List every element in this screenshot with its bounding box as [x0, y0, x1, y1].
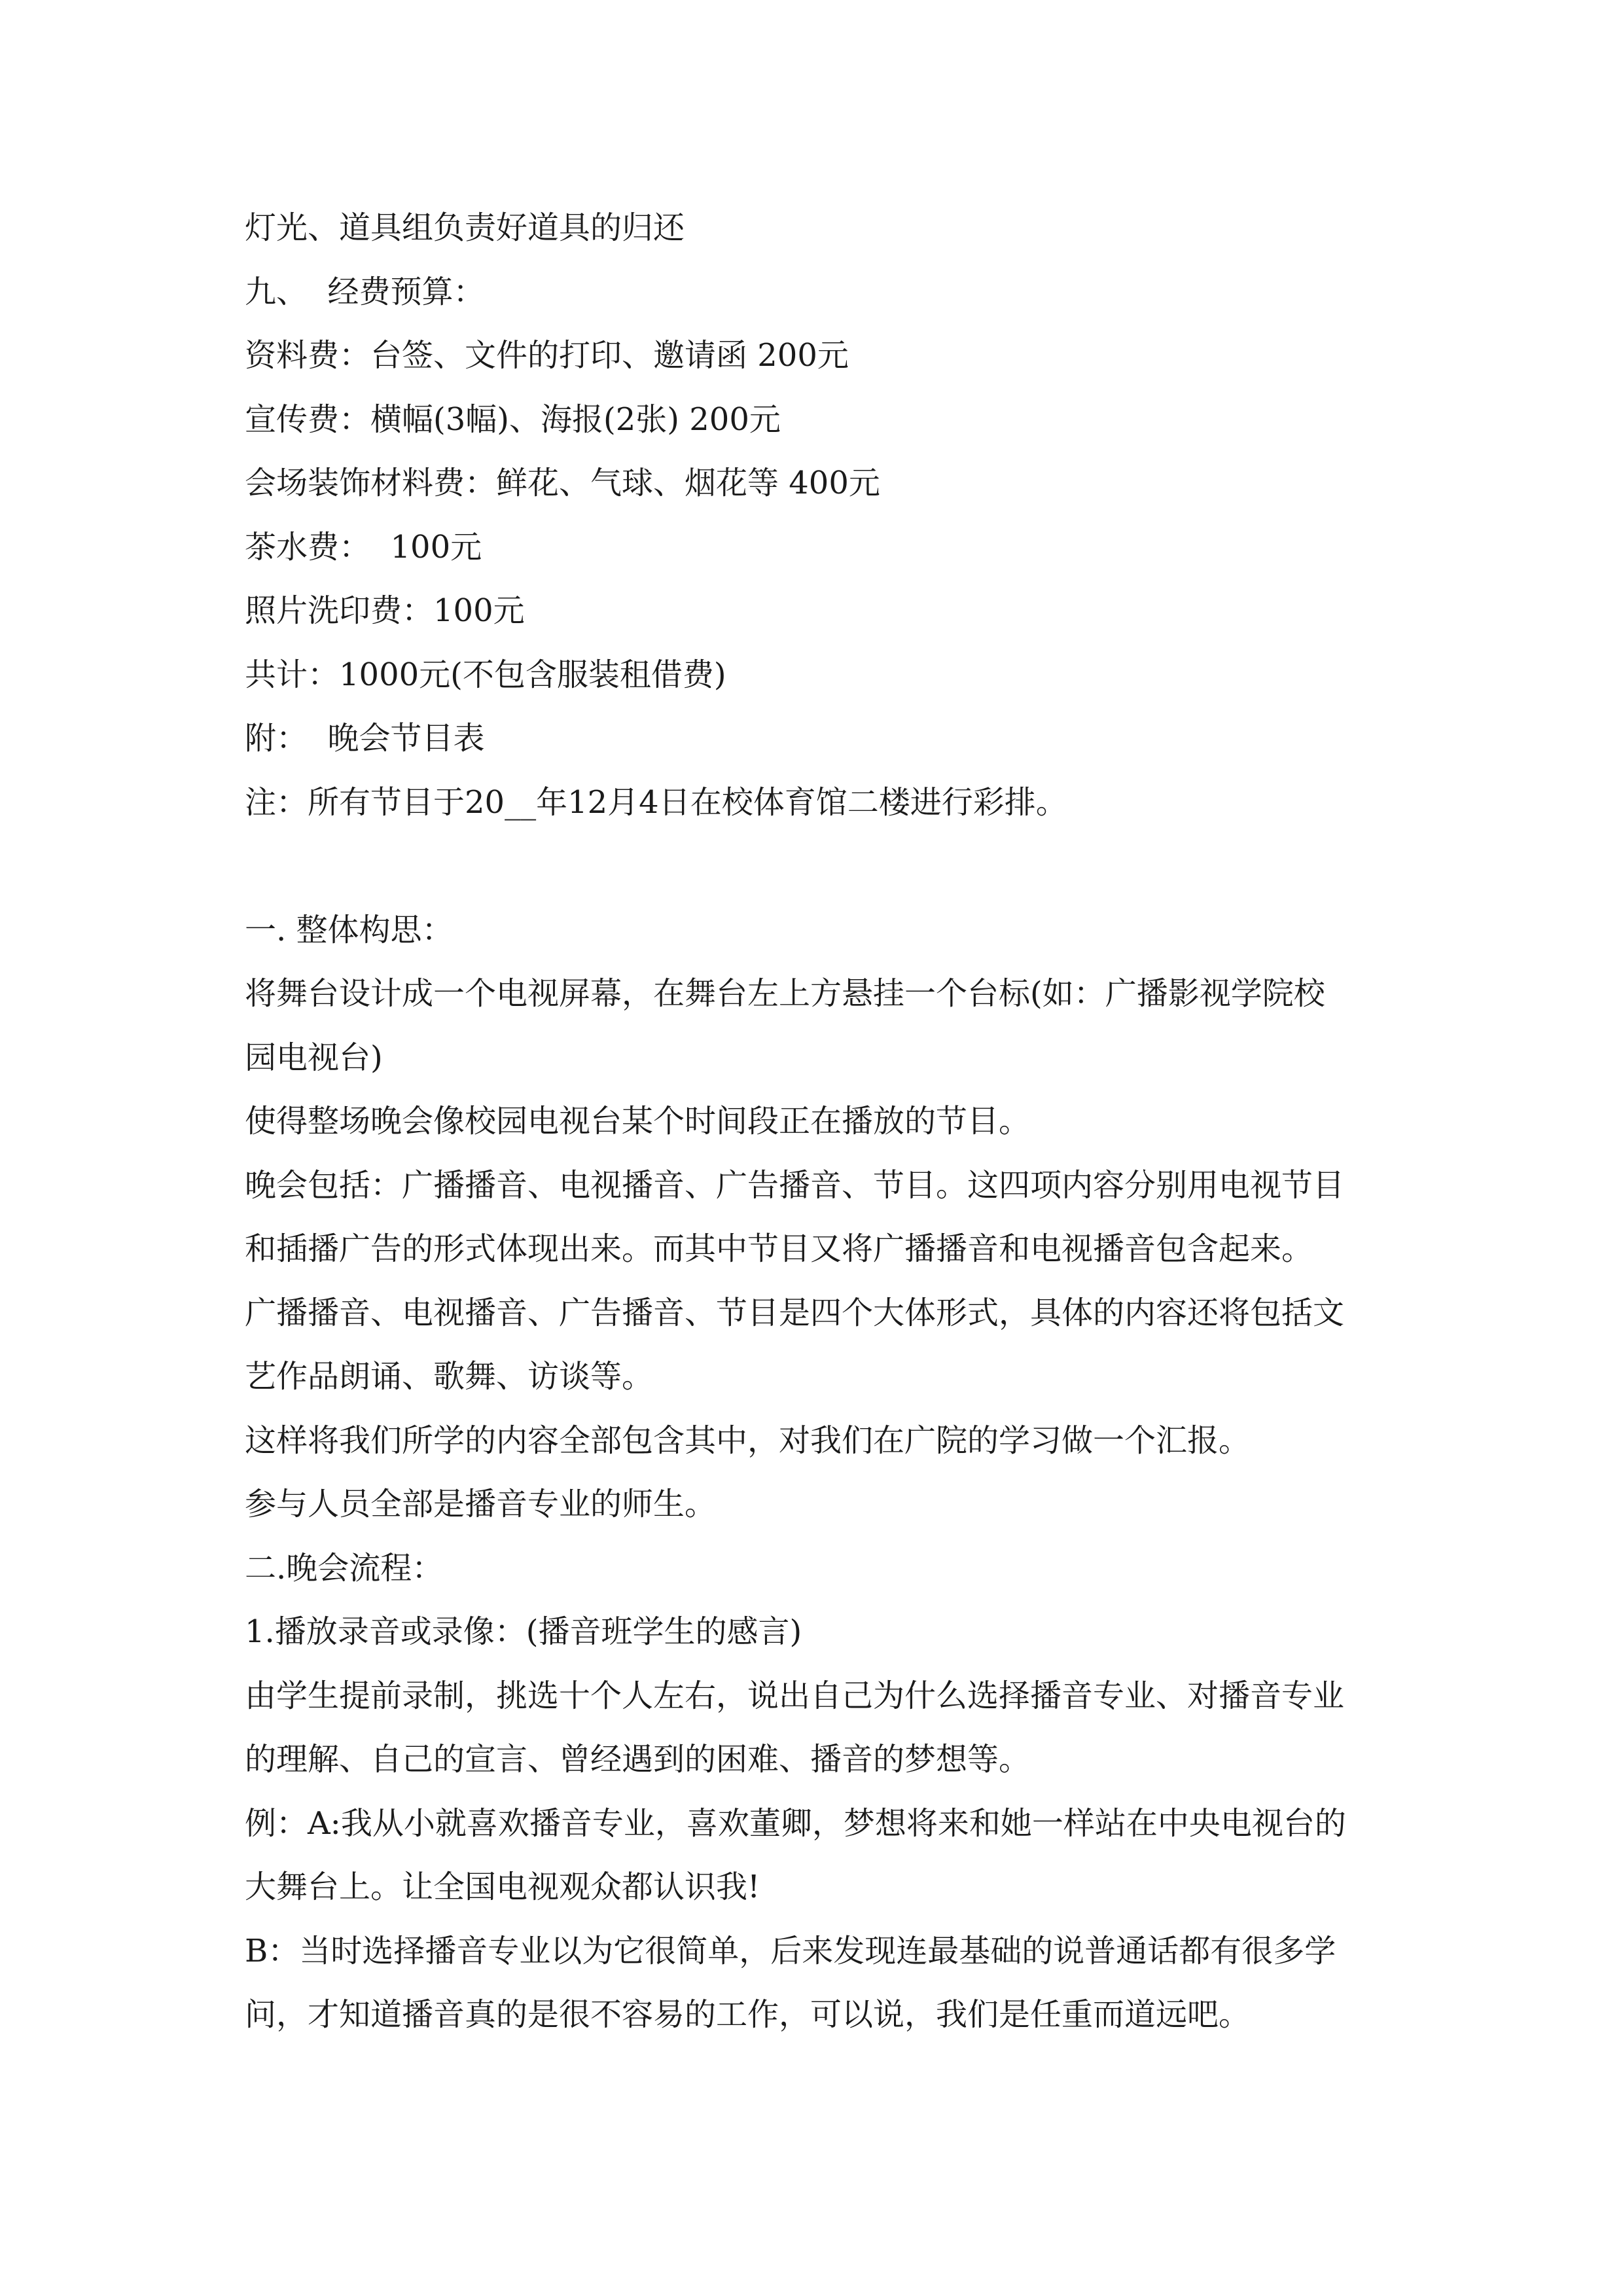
text-line: 使得整场晚会像校园电视台某个时间段正在播放的节目。	[245, 1103, 1031, 1139]
text-line: 由学生提前录制，挑选十个人左右，说出自己为什么选择播音专业、对播音专业	[245, 1677, 1345, 1714]
text-line: 的理解、自己的宣言、曾经遇到的困难、播音的梦想等。	[245, 1741, 1031, 1778]
text-line: 将舞台设计成一个电视屏幕，在舞台左上方悬挂一个台标(如：广播影视学院校	[245, 975, 1325, 1012]
text-line: 晚会包括：广播播音、电视播音、广告播音、节目。这四项内容分别用电视节目	[245, 1166, 1345, 1204]
text-line: 共计：1000元(不包含服装租借费)	[245, 656, 726, 693]
text-line: 问，才知道播音真的是很不容易的工作，可以说，我们是任重而道远吧。	[245, 1996, 1251, 2033]
text-line: 会场装饰材料费：鲜花、气球、烟花等 400元	[245, 465, 880, 501]
text-line: 茶水费： 100元	[245, 528, 482, 565]
text-line: 参与人员全部是播音专业的师生。	[245, 1486, 717, 1522]
text-line: 园电视台)	[245, 1039, 383, 1076]
text-line: 1.播放录音或录像：(播音班学生的感言)	[245, 1613, 802, 1650]
text-line: 资料费：台签、文件的打印、邀请函 200元	[245, 337, 849, 374]
text-line: 这样将我们所学的内容全部包含其中，对我们在广院的学习做一个汇报。	[245, 1422, 1251, 1459]
text-line: 照片洗印费：100元	[245, 592, 525, 629]
text-line: 例：A:我从小就喜欢播音专业，喜欢董卿，梦想将来和她一样站在中央电视台的	[245, 1804, 1346, 1842]
document-body	[245, 196, 1397, 2047]
text-line: 灯光、道具组负责好道具的归还	[245, 209, 685, 246]
text-line: 艺作品朗诵、歌舞、访谈等。	[245, 1358, 654, 1395]
text-line: 宣传费：横幅(3幅)、海报(2张) 200元	[245, 401, 781, 438]
text-line: B：当时选择播音专业以为它很简单，后来发现连最基础的说普通话都有很多学	[245, 1932, 1336, 1969]
text-line: 和插播广告的形式体现出来。而其中节目又将广播播音和电视播音包含起来。	[245, 1230, 1313, 1267]
text-line: 附： 晚会节目表	[245, 720, 485, 757]
text-line: 大舞台上。让全国电视观众都认识我!	[245, 1869, 760, 1905]
text-line: 广播播音、电视播音、广告播音、节目是四个大体形式，具体的内容还将包括文	[245, 1294, 1345, 1331]
paragraph-gap	[245, 834, 1397, 899]
section-heading-budget: 九、 经费预算：	[245, 273, 485, 310]
text-line: 注：所有节目于20__年12月4日在校体育馆二楼进行彩排。	[245, 783, 1067, 821]
section-heading-flow: 二.晚会流程：	[245, 1549, 444, 1587]
section-heading-concept: 一. 整体构思：	[245, 911, 454, 948]
